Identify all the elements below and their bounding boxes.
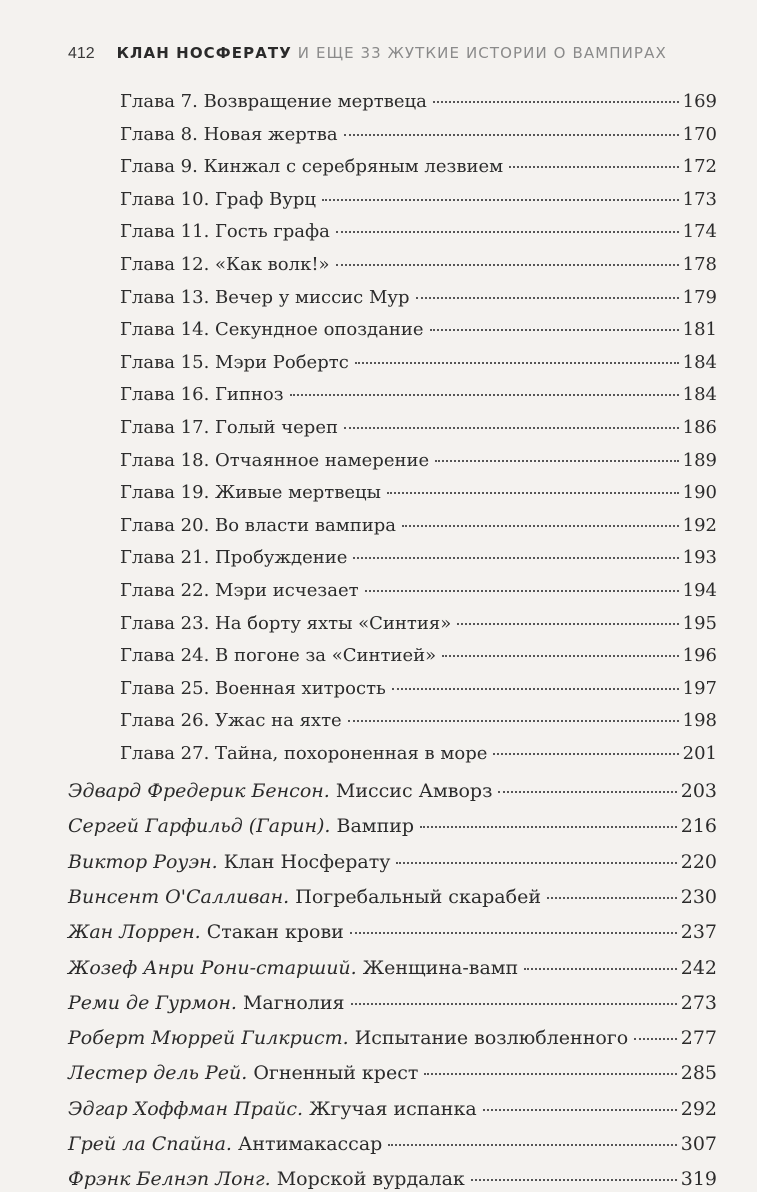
toc-chapter-row [120,644,717,668]
dot-leader [365,590,679,592]
toc-page-number: 178 [682,254,717,275]
dot-leader [353,557,678,559]
toc-chapter-title: Глава 23. На борту яхты «Синтия» [120,612,452,634]
toc-chapter-title: Глава 11. Гость графа [120,221,330,243]
toc-chapter-row [120,90,717,114]
toc-story-title: Вампир [336,815,415,838]
dot-leader [402,525,679,527]
toc-story-author: Жан Лоррен. [68,921,201,944]
toc-story-title: Миссис Амворз [335,780,493,802]
toc-chapter-title: Глава 18. Отчаянное намерение [120,449,430,471]
toc-story-author: Грей ла Спайна. [68,1133,232,1155]
toc-page-number: 220 [680,850,717,873]
toc-story-row [68,1167,717,1191]
toc-chapter-row [120,677,717,701]
running-header [68,44,667,63]
dot-leader [322,199,679,201]
toc-story-row [68,850,717,874]
toc-chapter-title: Глава 10. Граф Вурц [120,188,316,210]
toc-page-number: 169 [682,91,717,112]
dot-leader [355,362,679,364]
toc-chapter-row [120,709,717,733]
dot-leader [498,791,676,793]
toc-page-number: 193 [682,547,717,569]
toc-story-row [68,1132,717,1156]
toc-chapter-row [120,742,717,766]
toc-story-row [68,1061,717,1085]
toc-story-row [68,1097,717,1121]
toc-page-number: 230 [680,885,717,908]
dot-leader [634,1038,677,1040]
dot-leader [430,329,679,331]
toc-story-title: Стакан крови [206,921,344,944]
dot-leader [547,897,677,899]
toc-page-number: 198 [682,710,717,732]
toc-page-number: 189 [682,449,717,471]
toc-chapter-row [120,155,717,179]
toc-page-number: 186 [682,417,717,438]
toc-story-row [68,991,717,1015]
toc-chapter-title: Глава 9. Кинжал с серебряным лезвием [120,156,504,178]
toc-story-author: Эдвард Фредерик Бенсон. [68,780,330,802]
toc-story-row [68,920,717,944]
toc-page-number: 194 [682,580,717,601]
toc-story-title: Клан Носферату [223,850,391,873]
dot-leader [392,688,679,690]
toc-chapter-title: Глава 14. Секундное опоздание [120,319,424,341]
toc-chapter-row [120,253,717,277]
dot-leader [424,1073,676,1075]
toc-story-title: Испытание возлюбленного [354,1027,629,1050]
toc-chapter-title: Глава 24. В погоне за «Синтией» [120,645,437,667]
toc-chapter-row [120,188,717,212]
dot-leader [435,460,679,462]
dot-leader [509,166,679,168]
toc-story-author: Фрэнк Белнэп Лонг. [68,1168,271,1191]
toc-page-number: 181 [682,319,717,341]
toc-page-number: 174 [682,221,717,243]
toc-story-title: Жгучая испанка [309,1097,477,1120]
dot-leader [351,1003,677,1005]
dot-leader [442,655,679,657]
toc-story-row [68,779,717,803]
toc-page-number: 170 [682,123,717,145]
toc-chapter-row [120,383,717,407]
toc-story-title: Огненный крест [253,1062,419,1085]
toc-chapter-row [120,220,717,244]
toc-story-row [68,814,717,838]
dot-leader [344,134,679,136]
dot-leader [348,720,679,722]
toc-page-number: 216 [680,815,717,838]
dot-leader [336,231,679,233]
toc-story-row [68,885,717,909]
toc-story-author: Реми де Гурмон. [68,991,237,1014]
toc-chapter-title: Глава 27. Тайна, похороненная в море [120,743,488,764]
toc-chapter-row [120,612,717,636]
toc-page-number: 196 [682,645,717,667]
toc-page-number: 184 [682,384,717,406]
toc-chapter-row [120,123,717,147]
toc-story-title: Морской вурдалак [276,1168,465,1191]
toc-chapter-title: Глава 26. Ужас на яхте [120,710,342,732]
dot-leader [396,862,676,864]
toc-page-number: 184 [682,351,717,373]
dot-leader [493,753,678,755]
dot-leader [416,297,679,299]
toc-page-number: 237 [680,921,717,944]
toc-chapter-row [120,579,717,603]
toc-page-number: 195 [682,612,717,634]
dot-leader [471,1179,677,1181]
dot-leader [457,623,678,625]
toc-chapter-title: Глава 8. Новая жертва [120,123,338,145]
toc-story-author: Винсент О'Салливан. [68,885,290,908]
toc-page-number: 172 [682,156,717,178]
toc-chapter-title: Глава 19. Живые мертвецы [120,482,381,504]
toc-chapter-title: Глава 15. Мэри Робертс [120,351,349,373]
toc-chapter-title: Глава 13. Вечер у миссис Мур [120,286,410,308]
toc-page-number: 192 [682,514,717,536]
toc-story-title: Магнолия [242,991,345,1014]
toc-page-number: 307 [680,1133,717,1155]
toc-chapter-title: Глава 16. Гипноз [120,384,284,406]
toc-chapter-title: Глава 22. Мэри исчезает [120,580,359,601]
toc-story-author: Виктор Роуэн. [68,850,218,873]
toc-chapter-row [120,481,717,505]
toc-story-author: Жозеф Анри Рони-старший. [68,956,357,979]
toc-chapter-row [120,514,717,538]
toc-chapter-row [120,416,717,440]
toc-chapter-row [120,318,717,342]
dot-leader [524,968,677,970]
toc-story-author: Эдгар Хоффман Прайс. [68,1097,304,1120]
toc-story-author: Роберт Мюррей Гилкрист. [68,1027,349,1050]
toc-page-number: 273 [680,991,717,1014]
toc-page-number: 203 [680,780,717,802]
book-title-main: КЛАН НОСФЕРАТУ [116,44,292,62]
toc-story-row [68,956,717,980]
toc-page-number: 173 [682,188,717,210]
dot-leader [350,932,677,934]
page-number: 412 [68,45,95,62]
toc-chapter-title: Глава 21. Пробуждение [120,547,348,569]
toc-chapter-row [120,351,717,375]
toc-page-number: 190 [682,482,717,504]
toc-chapter-title: Глава 7. Возвращение мертвеца [120,91,427,112]
toc-chapter-row [120,449,717,473]
dot-leader [420,826,677,828]
toc-page-number: 242 [680,956,717,979]
toc-story-title: Антимакассар [238,1133,383,1155]
dot-leader [290,394,679,396]
dot-leader [483,1109,677,1111]
toc-chapter-row [120,286,717,310]
toc-chapter-title: Глава 25. Военная хитрость [120,677,386,699]
toc-chapter-row [120,546,717,570]
toc-story-author: Сергей Гарфильд (Гарин). [68,815,331,838]
dot-leader [336,264,679,266]
toc-page-number: 277 [680,1027,717,1050]
dot-leader [344,427,679,429]
toc-chapter-title: Глава 12. «Как волк!» [120,254,330,275]
toc-page-number: 179 [682,286,717,308]
toc-story-row [68,1026,717,1050]
dot-leader [387,492,679,494]
toc-story-title: Женщина-вамп [362,956,519,979]
toc-page-number: 285 [680,1062,717,1085]
toc-page-number: 319 [680,1168,717,1191]
dot-leader [433,101,679,103]
toc-story-author: Лестер дель Рей. [68,1062,248,1085]
book-title-subtitle: И ЕЩЕ 33 ЖУТКИЕ ИСТОРИИ О ВАМПИРАХ [297,44,667,62]
toc-page-number: 197 [682,677,717,699]
toc-story-title: Погребальный скарабей [295,885,541,908]
dot-leader [388,1144,676,1146]
toc-page-number: 201 [682,743,717,764]
toc-page-number: 292 [680,1097,717,1120]
toc-chapter-title: Глава 17. Голый череп [120,417,338,438]
toc-chapter-title: Глава 20. Во власти вампира [120,514,396,536]
